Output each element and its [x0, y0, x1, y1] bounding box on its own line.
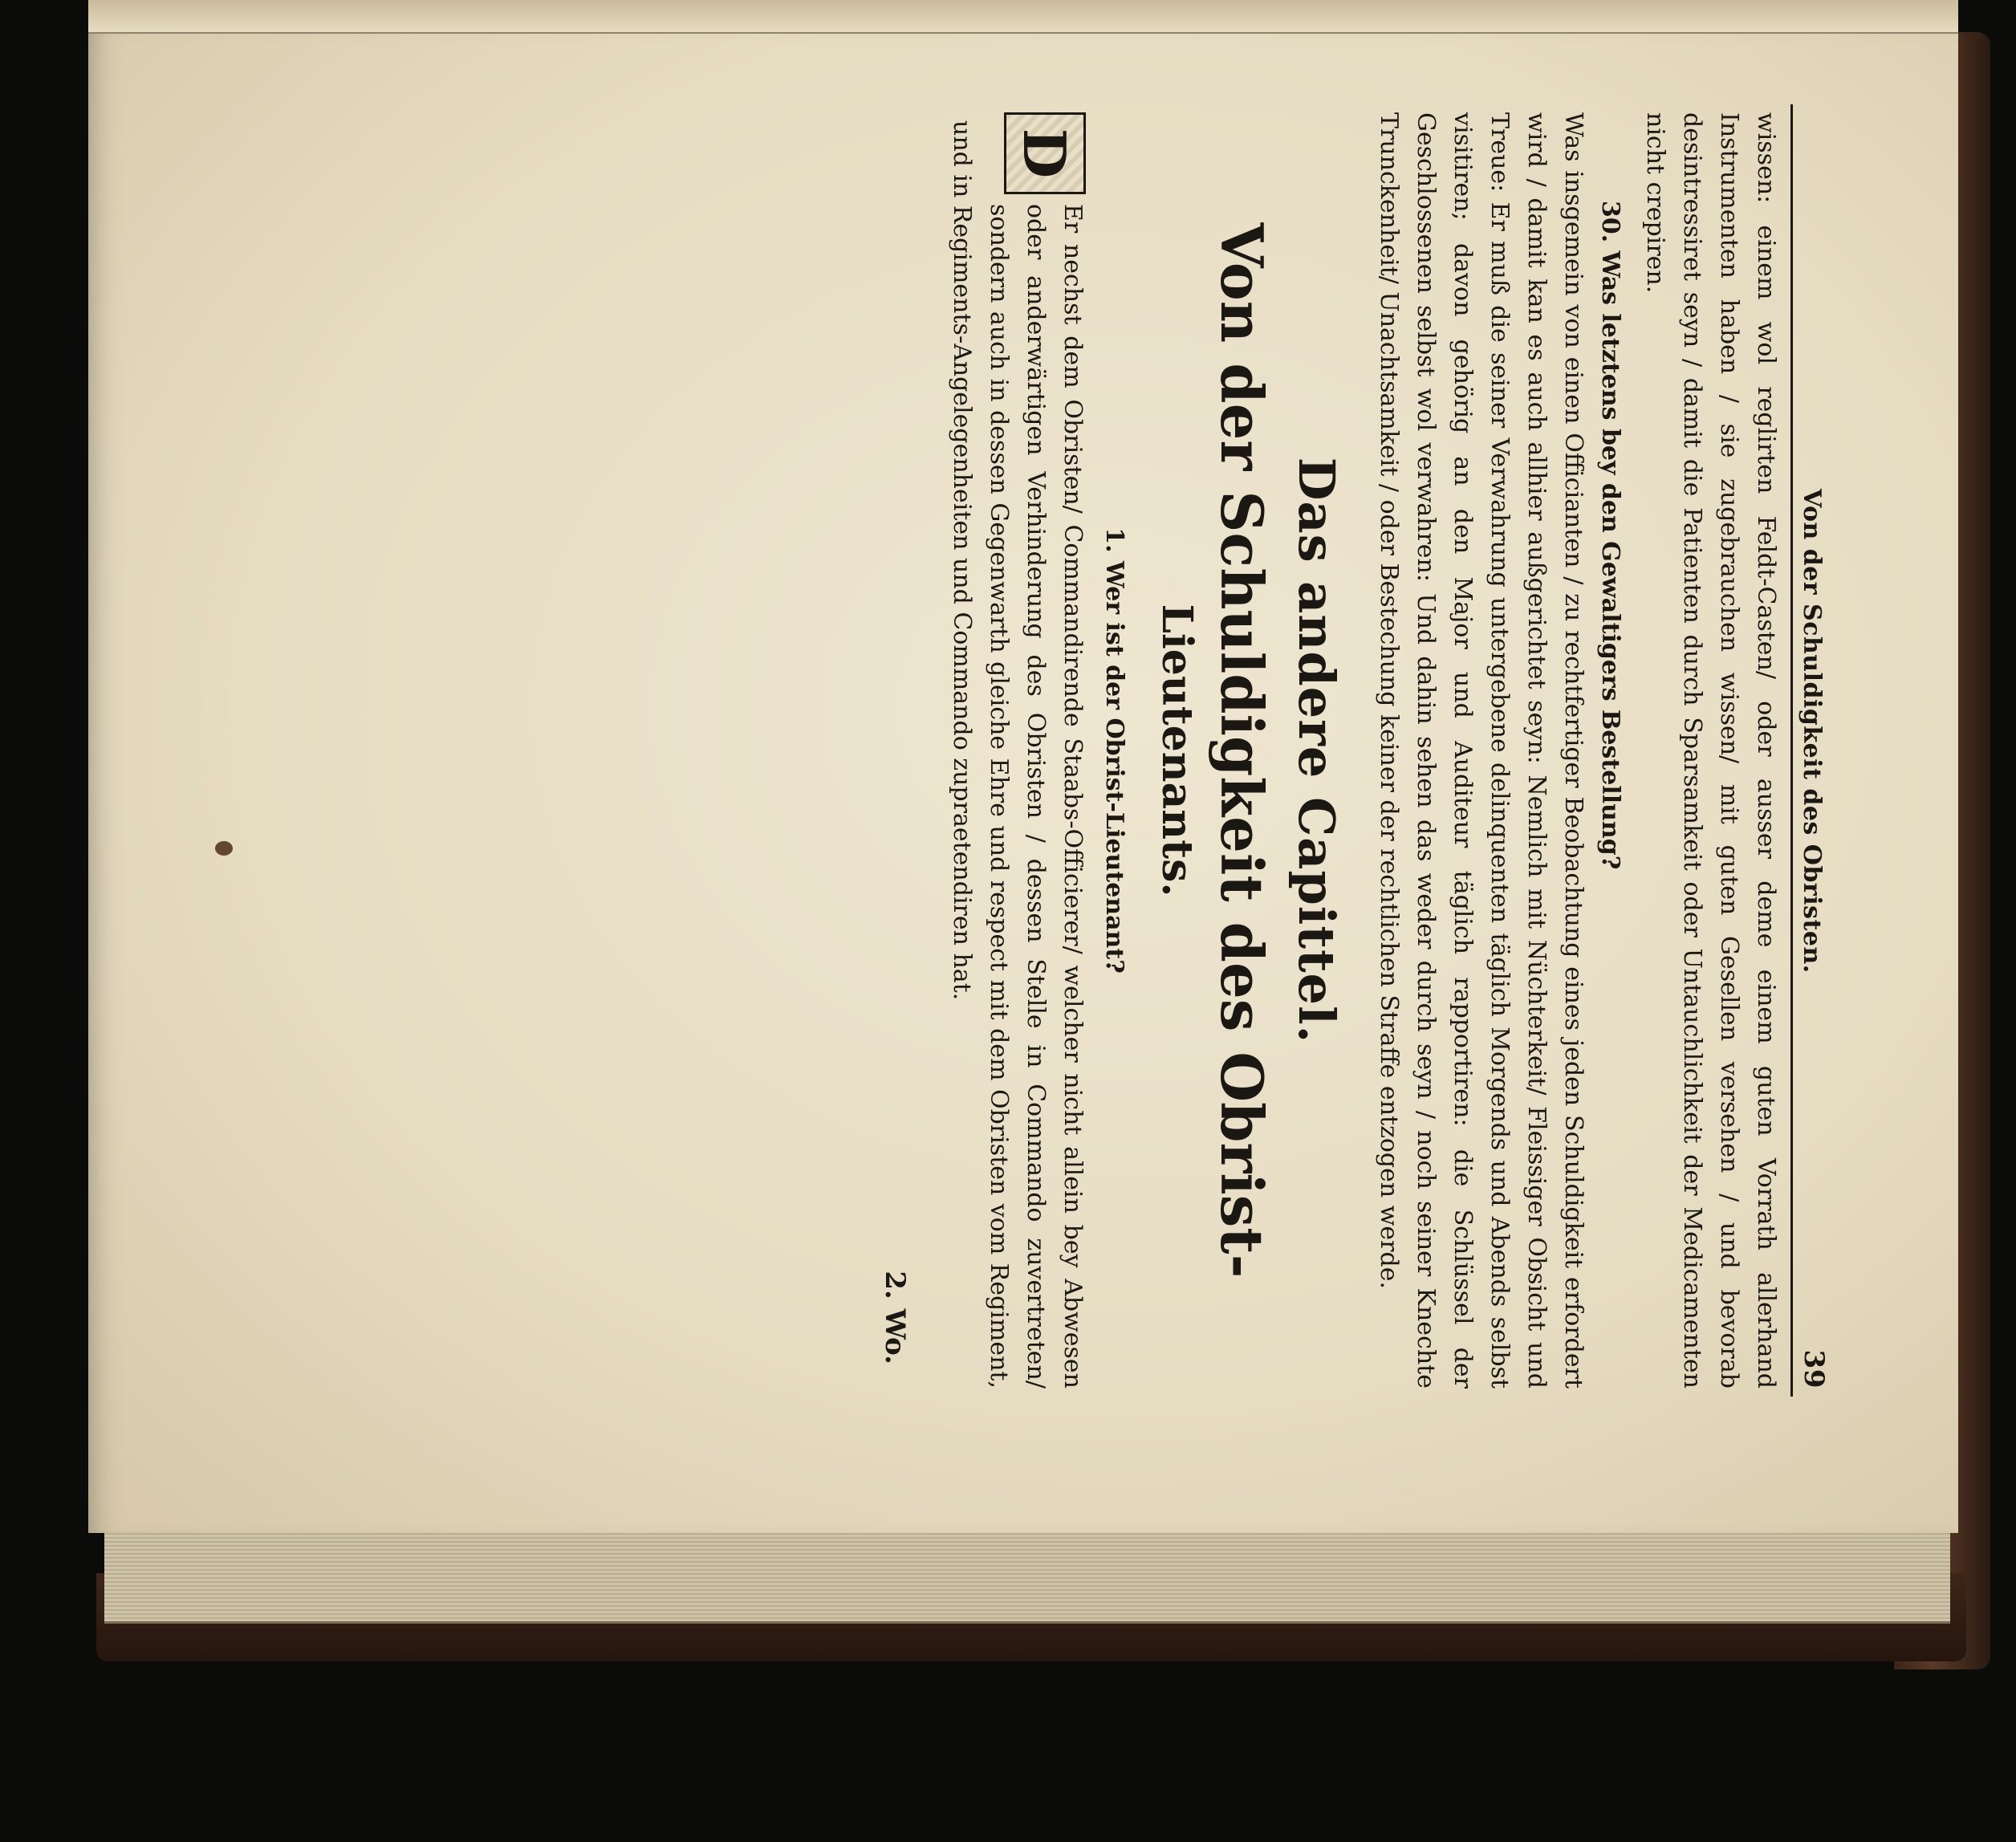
- paragraph-2: Was insgemein von einen Officianten / zu rechtfertiger Beobachtung eines jeden Schuldigkeit erfordert wird / damit kan es auch allhier außgerichtet seyn: Nemlich mit Nüchterkeit/ Fleissiger Obsicht und Treue: Er muß die seiner Verwahrung untergebene delinquenten täglich Morgends und Abends selbst visitiren; davon gehörig an den Major und Auditeur täglich rapportiren: die Schlüssel der Geschlossenen selbst wol verwahren: Und dahin sehen das weder durch seyn / noch seiner Knechte Trunckenheit/ Unachtsamkeit / oder Bestechung keiner der rechtlichen Straffe entzogen werde.: [1375, 112, 1587, 1389]
- paragraph-3-container: [943, 104, 1091, 1397]
- ink-stain: [215, 841, 233, 856]
- page-header: [1790, 104, 1830, 1397]
- page-edges: [104, 1525, 1950, 1624]
- printed-text-block: [345, 104, 1830, 1397]
- catchword: 2. Wo.: [879, 1271, 911, 1364]
- previous-page-edge: [88, 0, 1958, 34]
- section-title: Von der Schuldigkeit des Obrist-: [1208, 222, 1276, 1279]
- question-1: 1. Wer ist der Obrist-Lieutenant?: [1100, 527, 1128, 974]
- chapter-title: Das andere Capittel.: [1287, 457, 1346, 1044]
- question-30: 30. Was letztens bey den Gewaltigers Bestellung?: [1596, 201, 1624, 870]
- section-subtitle: Lieutenants.: [1152, 604, 1201, 897]
- paragraph-3: Er nechst dem Obristen/ Commandirende Staabs-Officierer/ welcher nicht allein bey Abwesen oder anderwärtigen Verhinderung des Obristen / dessen Stelle in Commando zuvertreten/ sondern auch in dessen Gegenwarth gleiche Ehre und respect mit dem Obristen vom Regiment, und in Regiments-Angelegenheiten und Commando zupraetendiren hat.: [948, 120, 1087, 1389]
- paragraph-1: wissen: einem wol reglirten Feldt-Casten/ oder ausser deme einem guten Vorrath allerhand Instrumenten haben / sie zugebrauchen wissen/ mit guten Gesellen versehen / und bevorab desintressiret seyn / damit die Patienten durch Sparsamkeit oder Untauchlichkeit der Medicamenten nicht crepiren.: [1641, 112, 1780, 1389]
- page-number: 39: [1798, 1349, 1830, 1389]
- running-title: Von der Schuldigkeit des Obristen.: [1798, 488, 1826, 974]
- decorated-initial: D: [1004, 112, 1086, 194]
